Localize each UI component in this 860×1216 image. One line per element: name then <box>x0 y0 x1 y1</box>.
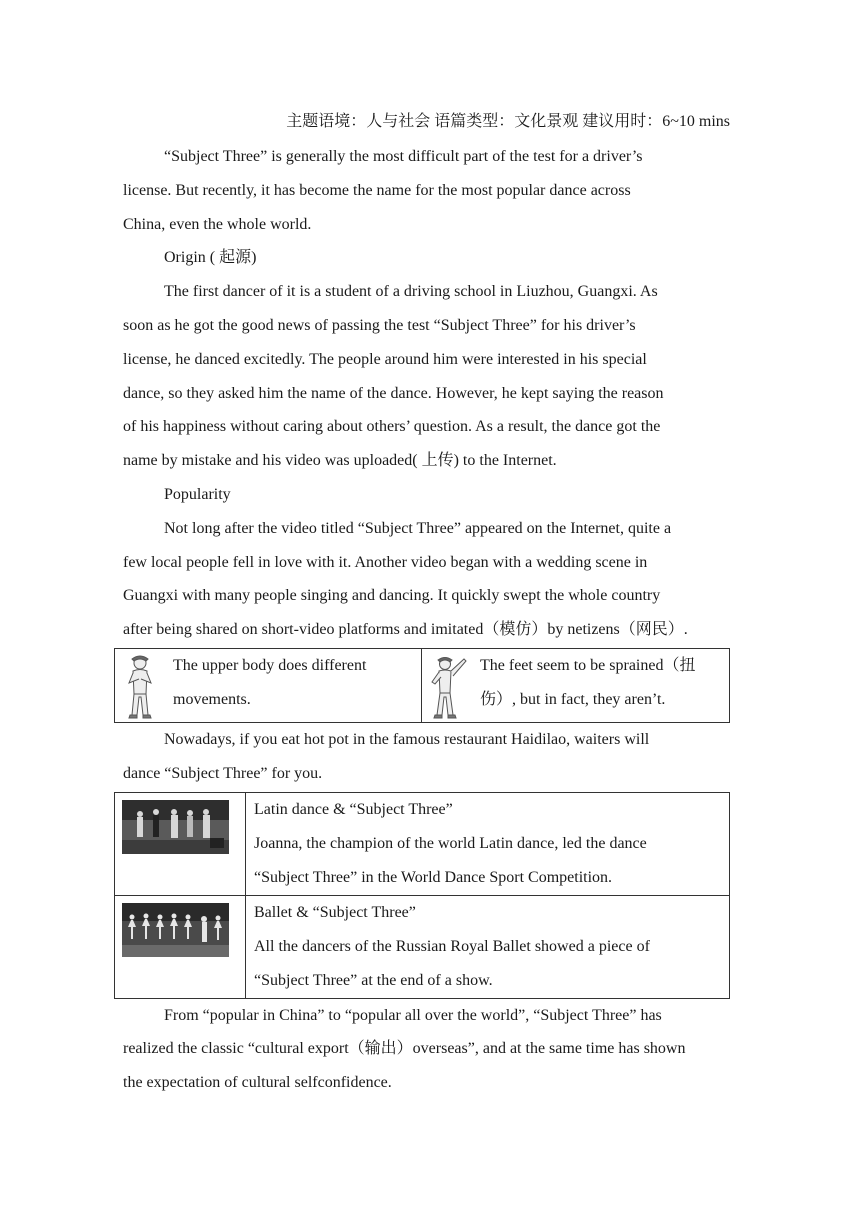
example-image-cell <box>115 792 246 895</box>
move-text-line: movements. <box>173 690 251 708</box>
latin-dance-photo <box>122 800 229 854</box>
origin-line: soon as he got the good news of passing the test “Subject Three” for his driver’s <box>123 316 636 334</box>
popularity-heading: Popularity <box>164 485 231 503</box>
dancer-pointing-icon <box>422 649 472 722</box>
intro-line: “Subject Three” is generally the most difficult part of the test for a driver’s <box>164 148 643 165</box>
popularity-line: Guangxi with many people singing and dancing. It quickly swept the whole country <box>123 587 661 605</box>
haidilao-line: Nowadays, if you eat hot pot in the famous restaurant Haidilao, waiters will <box>164 730 650 748</box>
origin-line: dance, so they asked him the name of the dance. However, he kept saying the reason <box>123 384 664 402</box>
origin-heading: Origin ( 起源) <box>164 249 257 267</box>
haidilao-line: dance “Subject Three” for you. <box>123 764 323 782</box>
example-text-cell <box>246 792 730 895</box>
dancer-arms-crossed-icon <box>115 649 165 722</box>
intro-line: China, even the whole world. <box>123 215 312 233</box>
move-description <box>472 649 701 717</box>
origin-line: of his happiness without caring about others’ question. As a result, the dance got the <box>123 418 661 436</box>
example-title: Ballet & “Subject Three” <box>254 903 416 921</box>
move-cell <box>422 648 730 722</box>
conclusion-line: the expectation of cultural selfconfidence. <box>123 1074 392 1092</box>
popularity-line: Not long after the video titled “Subject Three” appeared on the Internet, quite a <box>164 519 672 537</box>
topic-header: 主题语境：人与社会 语篇类型：文化景观 建议用时：6~10 mins <box>286 113 730 130</box>
move-text-line: 伤）, but in fact, they aren’t. <box>480 690 666 708</box>
example-text-line: “Subject Three” at the end of a show. <box>254 971 493 989</box>
origin-line: name by mistake and his video was uploaded( 上传) to the Internet. <box>123 452 557 470</box>
intro-line: license. But recently, it has become the name for the most popular dance across <box>123 181 631 199</box>
example-text-line: All the dancers of the Russian Royal Ballet showed a piece of <box>254 937 650 955</box>
move-text-line: The feet seem to be sprained（扭 <box>480 656 696 674</box>
example-text-cell <box>246 895 730 998</box>
ballet-photo <box>122 903 229 957</box>
conclusion-line: From “popular in China” to “popular all over the world”, “Subject Three” has <box>164 1006 662 1024</box>
example-text-line: “Subject Three” in the World Dance Sport Competition. <box>254 868 613 886</box>
origin-line: license, he danced excitedly. The people around him were interested in his special <box>123 350 647 368</box>
example-text-line: Joanna, the champion of the world Latin dance, led the dance <box>254 834 647 852</box>
move-text-line: The upper body does different <box>173 656 367 674</box>
conclusion-line: realized the classic “cultural export（输出）overseas”, and at the same time has shown <box>123 1040 686 1058</box>
popularity-line: after being shared on short-video platforms and imitated（模仿）by netizens（网民）. <box>123 621 688 639</box>
move-cell <box>115 648 422 722</box>
example-image-cell <box>115 895 246 998</box>
dance-moves-table <box>114 648 730 723</box>
popularity-line: few local people fell in love with it. Another video began with a wedding scene in <box>123 553 648 571</box>
move-description <box>165 649 372 717</box>
origin-line: The first dancer of it is a student of a driving school in Liuzhou, Guangxi. As <box>164 283 658 301</box>
article-body <box>123 140 731 1100</box>
example-title: Latin dance & “Subject Three” <box>254 800 453 818</box>
dance-examples-table <box>114 792 730 999</box>
